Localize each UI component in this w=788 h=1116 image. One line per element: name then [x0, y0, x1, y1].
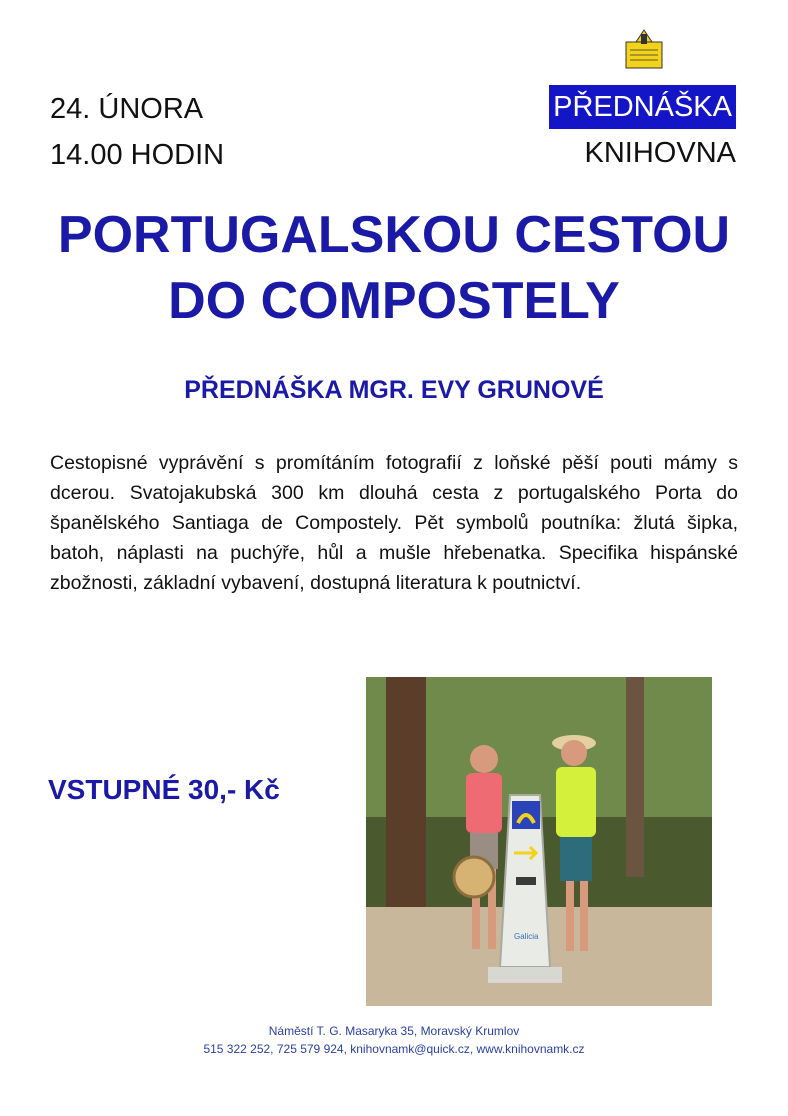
event-description: Cestopisné vyprávění s promítáním fotografií z loňské pěší pouti mámy s dcerou. Svatojakubská 300 km dlouhá cesta z portugalského Porta do španělského Santiaga de Compostely. Pět symbolů poutníka: žlutá šipka, batoh, náplasti na puchýře, hůl a mušle hřebenatka. Specifika hispánské zbožnosti, základní vybavení, dostupná literatura k poutnictví. — [50, 452, 738, 594]
event-venue: KNIHOVNA — [584, 137, 736, 169]
event-subtitle: PŘEDNÁŠKA MGR. EVY GRUNOVÉ — [184, 376, 604, 404]
library-contacts: 515 322 252, 725 579 924, knihovnamk@quick.cz, www.knihovnamk.cz — [203, 1042, 585, 1056]
library-crest-icon — [622, 28, 666, 72]
library-contact — [0, 1022, 788, 1058]
pilgrims-photo — [366, 677, 712, 1006]
library-address: Náměstí T. G. Masaryka 35, Moravský Krumlov — [268, 1024, 520, 1038]
event-time: 14.00 HODIN — [50, 139, 225, 171]
lecture-badge: PŘEDNÁŠKA — [549, 85, 736, 129]
event-title-line2: DO COMPOSTELY — [168, 272, 620, 330]
admission-fee: VSTUPNÉ 30,- Kč — [48, 774, 280, 805]
event-title — [0, 202, 788, 334]
event-date: 24. ÚNORA — [50, 93, 204, 125]
event-when — [50, 86, 224, 178]
event-title-line1: PORTUGALSKOU CESTOU — [57, 206, 731, 264]
event-type — [549, 84, 736, 176]
marker-label: Galicia — [514, 932, 539, 941]
